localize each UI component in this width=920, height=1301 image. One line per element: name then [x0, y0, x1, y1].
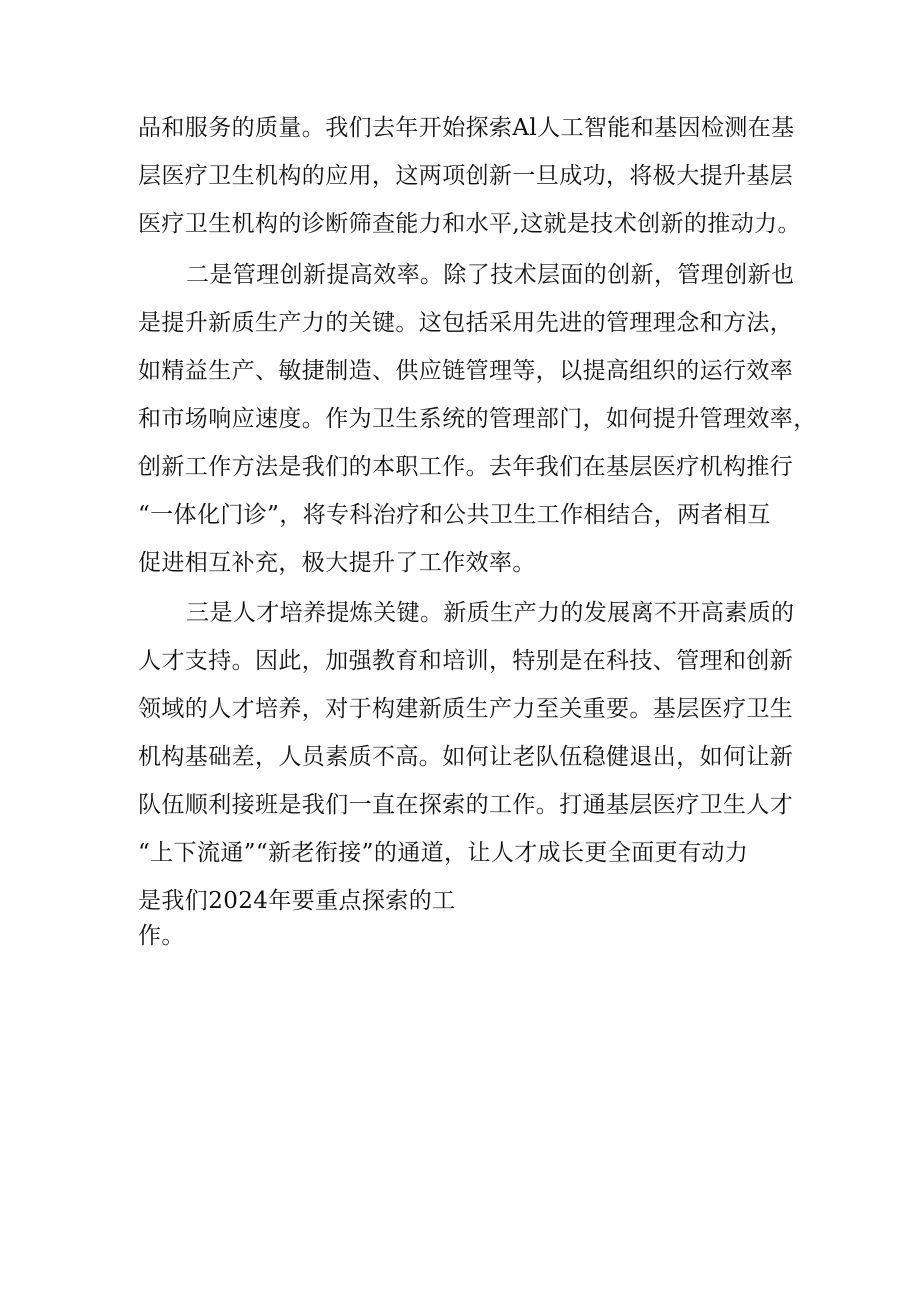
text-line: 促进相互补充，极大提升了工作效率。	[138, 550, 536, 576]
text-line: 机构基础差，人员素质不高。如何让老队伍稳健退出，如何让新	[138, 744, 794, 770]
paragraph-3-first-line: 三是人才培养提炼关键。新质生产力的发展离不开高素质的	[186, 600, 795, 626]
text-line: 医疗卫生机构的诊断筛查能力和水平,这就是技术创新的推动力。	[138, 211, 801, 237]
text-line: 品和服务的质量。我们去年开始探索Al人工智能和基因检测在基	[138, 115, 795, 141]
text-line: 人才支持。因此，加强教育和培训，特别是在科技、管理和创新	[138, 648, 794, 674]
text-line: 队伍顺利接班是我们一直在探索的工作。打通基层医疗卫生人才	[138, 792, 794, 818]
text-line: 和市场响应速度。作为卫生系统的管理部门，如何提升管理效率，	[138, 406, 817, 432]
text-line: 创新工作方法是我们的本职工作。去年我们在基层医疗机构推行	[138, 454, 794, 480]
text-line: 领域的人才培养，对于构建新质生产力至关重要。基层医疗卫生	[138, 696, 794, 722]
text-line: “上下流通”“新老衔接”的通道，让人才成长更全面更有动力	[138, 840, 749, 866]
text-line: 层医疗卫生机构的应用，这两项创新一旦成功，将极大提升基层	[138, 163, 794, 189]
paragraph-2-first-line: 二是管理创新提高效率。除了技术层面的创新，管理创新也	[186, 262, 795, 288]
text-line: 是提升新质生产力的关键。这包括采用先进的管理理念和方法，	[138, 310, 794, 336]
text-line: “一体化门诊”，将专科治疗和公共卫生工作相结合，两者相互	[138, 502, 771, 528]
text-line: 是我们2024年要重点探索的工	[138, 888, 456, 914]
text-line: 如精益生产、敏捷制造、供应链管理等，以提高组织的运行效率	[138, 358, 794, 384]
text-line: 作。	[138, 923, 185, 949]
